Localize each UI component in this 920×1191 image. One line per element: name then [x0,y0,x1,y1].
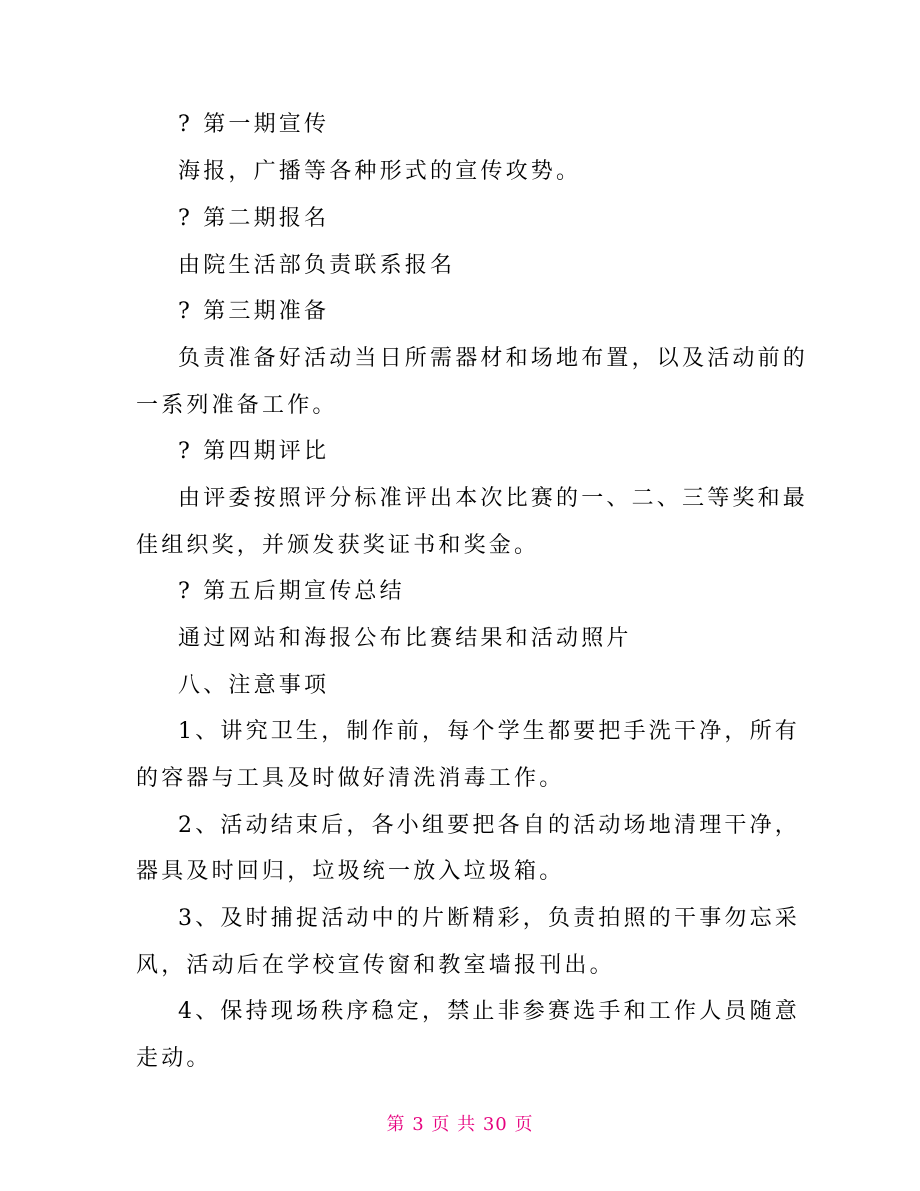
page-number-footer: 第 3 页 共 30 页 [386,1114,534,1135]
heading-phase-2: ? 第二期报名 [178,206,330,231]
heading-phase-3: ? 第三期准备 [178,299,330,324]
note-4-line-2: 走动。 [136,1046,212,1071]
paragraph-phase-4-line-1: 由评委按照评分标准评出本次比赛的一、二、三等奖和最 [178,486,809,511]
paragraph-phase-4-line-2: 佳组织奖，并颁发获奖证书和奖金。 [136,533,540,558]
section-heading-notes: 八、注意事项 [178,673,330,698]
heading-phase-1: ? 第一期宣传 [178,112,330,137]
note-2-line-2: 器具及时回归，垃圾统一放入垃圾箱。 [136,859,565,884]
paragraph-phase-3-line-1: 负责准备好活动当日所需器材和场地布置，以及活动前的 [178,346,809,371]
paragraph-phase-3-line-2: 一系列准备工作。 [136,393,338,418]
note-1-line-2: 的容器与工具及时做好清洗消毒工作。 [136,766,565,791]
note-1-line-1: 1、讲究卫生，制作前，每个学生都要把手洗干净，所有 [178,719,800,744]
note-4-line-1: 4、保持现场秩序稳定，禁止非参赛选手和工作人员随意 [178,999,800,1024]
paragraph-phase-5: 通过网站和海报公布比赛结果和活动照片 [178,626,632,651]
note-2-line-1: 2、活动结束后，各小组要把各自的活动场地清理干净， [178,813,800,838]
note-3-line-1: 3、及时捕捉活动中的片断精彩，负责拍照的干事勿忘采 [178,906,800,931]
heading-phase-5: ? 第五后期宣传总结 [178,579,405,604]
paragraph-phase-2: 由院生活部负责联系报名 [178,253,456,278]
heading-phase-4: ? 第四期评比 [178,439,330,464]
note-3-line-2: 风，活动后在学校宣传窗和教室墙报刊出。 [136,953,615,978]
paragraph-phase-1: 海报，广播等各种形式的宣传攻势。 [178,159,582,184]
